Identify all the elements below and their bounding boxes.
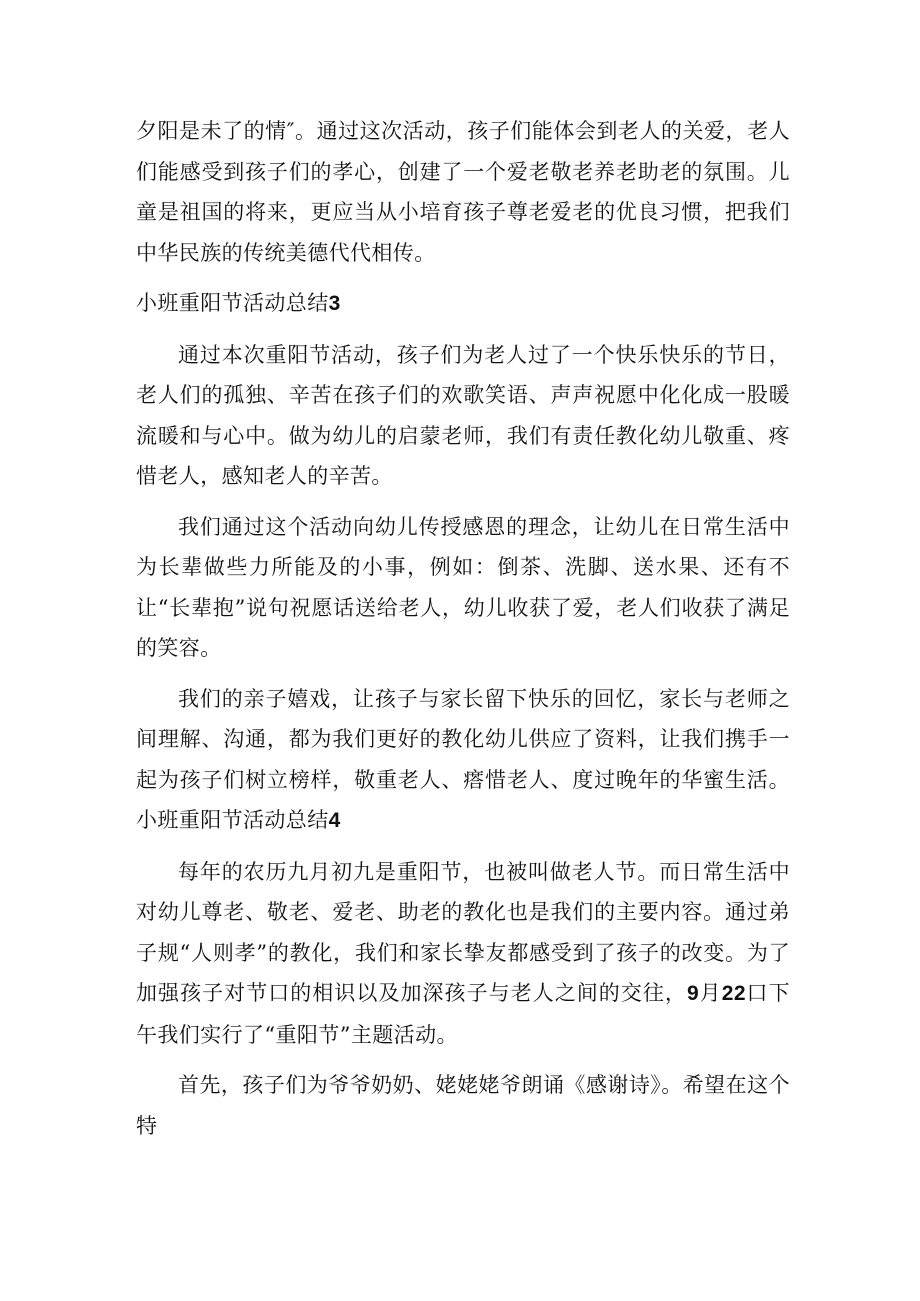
paragraph-text: 每年的农历九月初九是重阳节，也被叫做老人节。而日常生活中对幼儿尊老、敬老、爱老、助老的教化也是我们的主要内容。通过弟子规“人则孝”的教化，我们和家长挚友都感受到了孩子的改变。为了加强孩子对节口的相识以及加深孩子与老人之间的交往， bbox=[136, 859, 790, 1005]
paragraph-text: 首先，孩子们为爷爷奶奶、姥姥姥爷朗诵《感谢诗》。希望在这个特 bbox=[136, 1073, 790, 1138]
section-heading-3 bbox=[136, 283, 790, 325]
paragraph-text: 夕阳是未了的情″。通过这次活动，孩子们能体会到老人的关爱，老人们能感受到孩子们的孝心，创建了一个爱老敬老养老助老的氛围。儿童是祖国的将来，更应当从小培育孩子尊老爱老的优良习惯，把我们中华民族的传统美德代代相传。 bbox=[136, 119, 790, 265]
paragraph-text: 通过本次重阳节活动，孩子们为老人过了一个快乐快乐的节日，老人们的孤独、辛苦在孩子们的欢歌笑语、声声祝愿中化化成一股暖流暖和与心中。做为幼儿的启蒙老师，我们有责任教化幼儿敬重、疼惜老人，感知老人的辛苦。 bbox=[136, 342, 790, 488]
document-body bbox=[136, 111, 790, 1156]
paragraph-continuation bbox=[136, 111, 790, 273]
heading-text: 小班重阳节活动总结 bbox=[136, 291, 329, 315]
paragraph-text: 口下午我们实行了“重阳节”主题活动。 bbox=[136, 981, 790, 1047]
paragraph-text: 我们的亲子嬉戏，让孩子与家长留下快乐的回忆，家长与老师之间理解、沟通，都为我们更好的教化幼儿供应了资料，让我们携手一起为孩子们树立榜样，敬重老人、瘩惜老人、度过晚年的华蜜生活。小班重阳节活动总结 bbox=[136, 686, 790, 832]
paragraph-text: 我们通过这个活动向幼儿传授感恩的理念，让幼儿在日常生活中为长辈做些力所能及的小事，例如：倒茶、洗脚、送水果、还有不让“长辈抱”说句祝愿话送给老人，幼儿收获了爱，老人们收获了满足的笑容。 bbox=[136, 514, 790, 660]
paragraph bbox=[136, 852, 790, 1056]
paragraph bbox=[136, 507, 790, 669]
heading-number: 3 bbox=[328, 292, 341, 315]
paragraph bbox=[136, 335, 790, 497]
date-day-number: 22 bbox=[721, 982, 746, 1005]
paragraph-with-heading-4 bbox=[136, 679, 790, 842]
date-month-number: 9 bbox=[686, 982, 700, 1005]
paragraph-text: 月 bbox=[699, 981, 722, 1005]
heading-number: 4 bbox=[328, 809, 341, 832]
paragraph bbox=[136, 1065, 790, 1146]
